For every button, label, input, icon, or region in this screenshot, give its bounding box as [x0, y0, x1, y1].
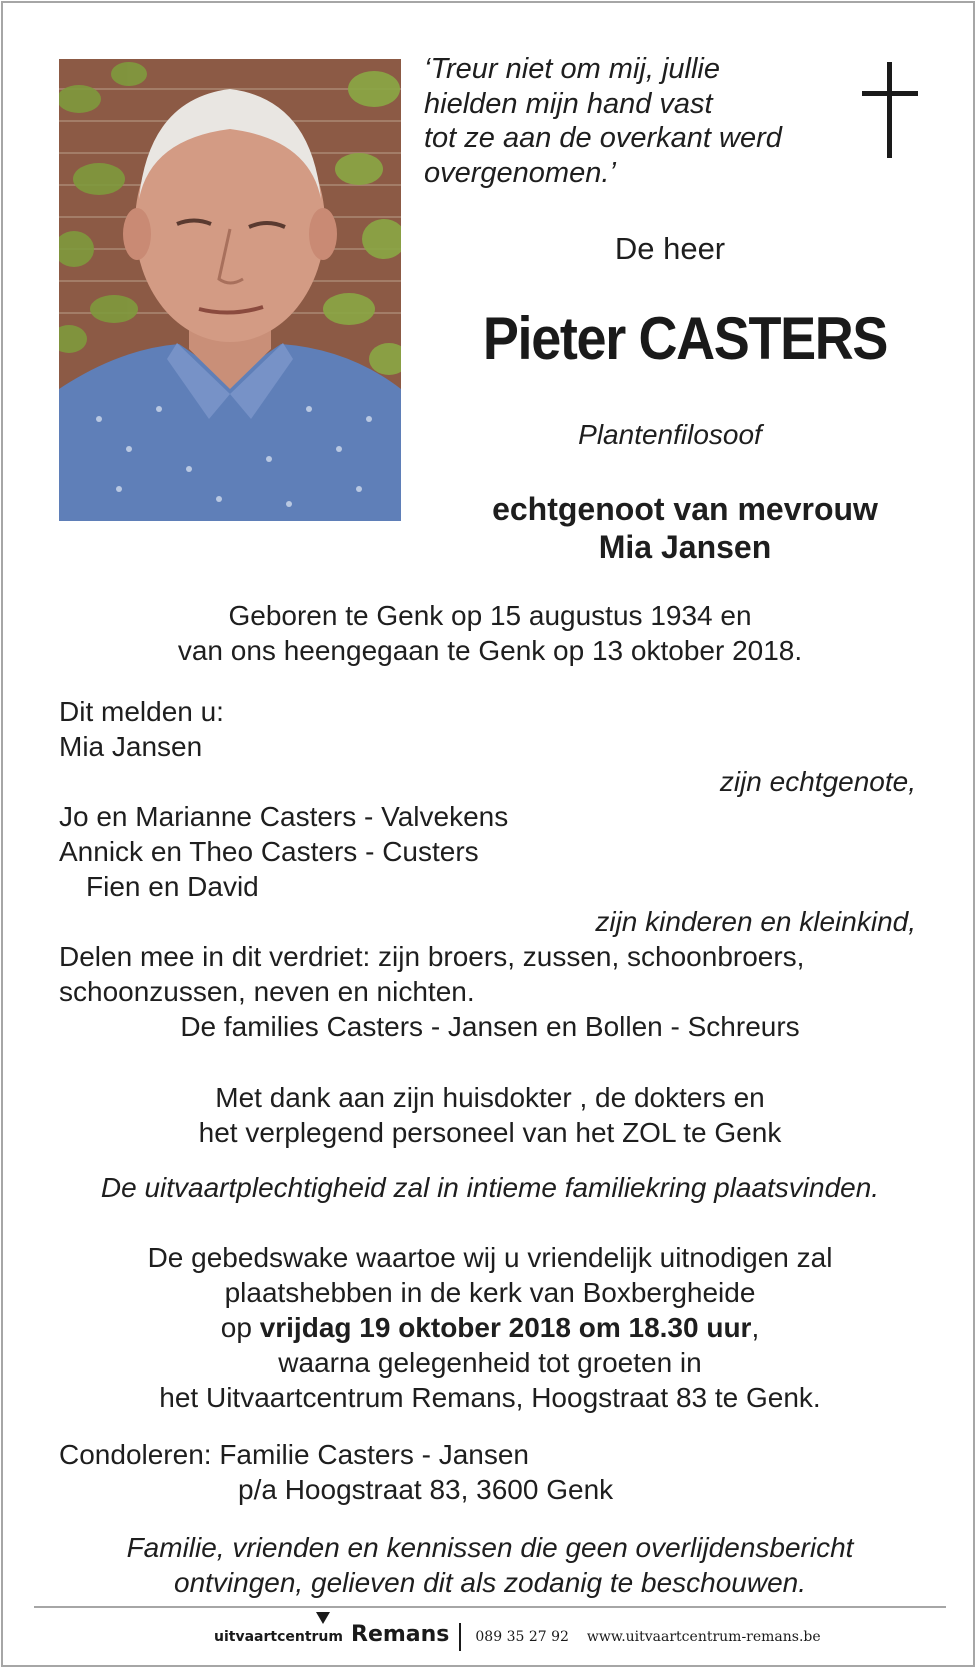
announce-spouse: Mia Jansen — [59, 731, 203, 762]
portrait-photo — [59, 59, 401, 521]
footer-prefix: uitvaartcentrum — [214, 1629, 343, 1645]
child-line: Annick en Theo Casters - Custers — [59, 836, 479, 867]
condolence-address: p/a Hoogstraat 83, 3600 Genk — [238, 1474, 614, 1505]
spouse-name: Mia Jansen — [598, 529, 772, 565]
wake-date-line — [40, 1310, 940, 1345]
wake-suffix: , — [751, 1312, 760, 1343]
quote — [424, 52, 782, 190]
thanks-line: het verplegend personeel van het ZOL te Genk — [198, 1117, 782, 1148]
families-line: De families Casters - Jansen en Bollen - Schreurs — [180, 1011, 800, 1042]
quote-line: ‘Treur niet om mij, jullie — [424, 53, 720, 85]
footer-website: www.uitvaartcentrum-remans.be — [586, 1629, 821, 1645]
wake-line: het Uitvaartcentrum Remans, Hoogstraat 83 te Genk. — [159, 1382, 821, 1413]
wake-prefix: op — [220, 1312, 260, 1343]
closing-note — [40, 1530, 940, 1600]
wake-info — [40, 1240, 940, 1415]
share-line: Delen mee in dit verdriet: zijn broers, zussen, schoonbroers, — [59, 941, 805, 972]
deceased-name: Pieter CASTERS — [482, 305, 888, 372]
spouse-role: zijn echtgenote, — [719, 766, 916, 797]
wake-line: waarna gelegenheid tot groeten in — [278, 1347, 702, 1378]
condolence-label: Condoleren: Familie Casters - Jansen — [59, 1439, 529, 1470]
wake-line: plaatshebben in de kerk van Boxbergheide — [224, 1277, 756, 1308]
child-line: Jo en Marianne Casters - Valvekens — [59, 801, 509, 832]
death-line: van ons heengegaan te Genk op 13 oktober 2018. — [177, 635, 803, 666]
quote-line: hielden mijn hand vast — [424, 87, 713, 120]
closing-line: Familie, vrienden en kennissen die geen overlijdensbericht — [126, 1532, 854, 1563]
wake-line: De gebedswake waartoe wij u vriendelijk uitnodigen zal — [147, 1242, 833, 1273]
spouse-info — [430, 490, 940, 566]
footer-separator — [459, 1623, 461, 1651]
occupation: Plantenfilosoof — [578, 419, 762, 450]
wake-date: vrijdag 19 oktober 2018 om 18.30 uur — [259, 1312, 752, 1343]
grandchild-line: Fien en David — [86, 871, 259, 902]
thanks-line: Met dank aan zijn huisdokter , de dokters en — [215, 1082, 765, 1113]
birth-death-info — [40, 598, 940, 668]
announce-intro: Dit melden u: — [59, 696, 224, 727]
quote-line: overgenomen.’ — [424, 156, 616, 189]
funeral-note: De uitvaartplechtigheid zal in intieme familiekring plaatsvinden. — [100, 1172, 880, 1203]
closing-line: ontvingen, gelieven dit als zodanig te beschouwen. — [174, 1567, 806, 1598]
footer-phone: 089 35 27 92 — [475, 1629, 569, 1645]
children-role: zijn kinderen en kleinkind, — [595, 906, 916, 937]
footer-divider — [34, 1606, 946, 1608]
thanks — [40, 1080, 940, 1150]
share-line: schoonzussen, neven en nichten. — [59, 976, 475, 1007]
spouse-line: echtgenoot van mevrouw — [492, 491, 878, 527]
footer-brand: Remans — [351, 1622, 450, 1647]
footer — [214, 1622, 821, 1652]
birth-line: Geboren te Genk op 15 augustus 1934 en — [228, 600, 752, 631]
christian-cross-icon — [862, 62, 918, 158]
salutation: De heer — [614, 231, 726, 266]
quote-line: tot ze aan de overkant werd — [424, 122, 782, 154]
